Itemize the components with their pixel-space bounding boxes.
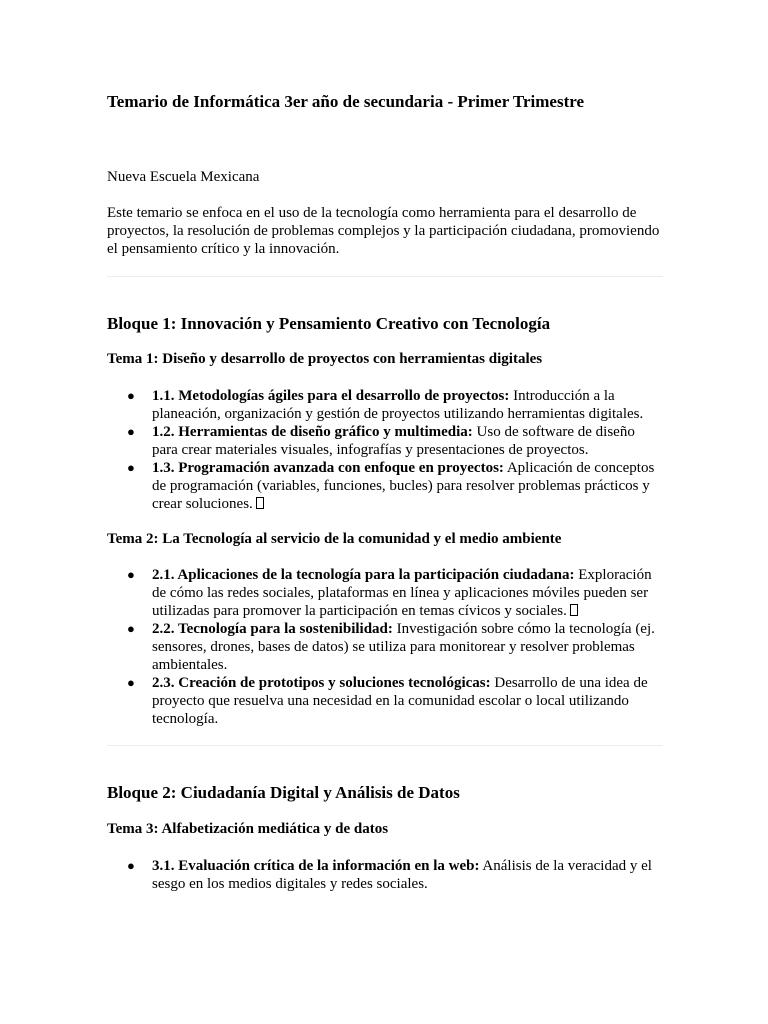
list-item [107,423,663,459]
item-text: Investigación sobre cómo la tecnología (ej. sensores, drones, bases de datos) se utiliza para monitorear y resolver problemas ambientales. [152,621,655,673]
document-subtitle: Nueva Escuela Mexicana [107,169,260,185]
tema-3-list [107,857,663,893]
item-label: 1.2. Herramientas de diseño gráfico y multimedia: [152,424,473,440]
missing-glyph-icon [256,497,264,509]
bullet-icon: ● [127,388,135,403]
item-text: Aplicación de conceptos de programación (variables, funciones, bucles) para resolver problemas prácticos y crear soluciones. [152,460,655,512]
bullet-icon: ● [127,567,135,582]
document-title: Temario de Informática 3er año de secundaria - Primer Trimestre [107,92,585,111]
tema-3-heading: Tema 3: Alfabetización mediática y de datos [107,821,389,837]
bullet-icon: ● [127,460,135,475]
item-text: Uso de software de diseño para crear materiales visuales, infografías y presentaciones de proyectos. [152,424,635,458]
tema-2-heading: Tema 2: La Tecnología al servicio de la comunidad y el medio ambiente [107,531,562,547]
item-label: 3.1. Evaluación crítica de la información en la web: [152,858,480,874]
item-label: 1.1. Metodologías ágiles para el desarrollo de proyectos: [152,388,510,404]
item-label: 2.2. Tecnología para la sostenibilidad: [152,621,393,637]
list-item [107,857,663,893]
item-text: Introducción a la planeación, organización y gestión de proyectos utilizando herramientas digitales. [152,388,644,422]
tema-1-list [107,387,663,513]
item-text: Desarrollo de una idea de proyecto que resuelva una necesidad en la comunidad escolar o local utilizando tecnología. [152,675,648,727]
bloque-1-heading: Bloque 1: Innovación y Pensamiento Creativo con Tecnología [107,314,551,333]
list-item [107,459,663,513]
divider [107,276,663,277]
bullet-icon: ● [127,621,135,636]
item-label: 2.1. Aplicaciones de la tecnología para la participación ciudadana: [152,567,575,583]
item-label: 1.3. Programación avanzada con enfoque en proyectos: [152,460,504,476]
bloque-2-heading: Bloque 2: Ciudadanía Digital y Análisis de Datos [107,783,460,802]
item-label: 2.3. Creación de prototipos y soluciones tecnológicas: [152,675,491,691]
list-item [107,674,663,728]
list-item [107,620,663,674]
item-text: Exploración de cómo las redes sociales, plataformas en línea y aplicaciones móviles pueden ser utilizadas para promover la participación en temas cívicos y sociales. [152,567,652,619]
intro-paragraph: Este temario se enfoca en el uso de la tecnología como herramienta para el desarrollo de proyectos, la resolución de problemas complejos y la participación ciudadana, promoviendo el pensamiento crítico y la innovación. [107,205,660,257]
tema-1-heading: Tema 1: Diseño y desarrollo de proyectos con herramientas digitales [107,351,543,367]
list-item [107,387,663,423]
divider [107,745,663,746]
list-item [107,566,663,620]
tema-2-list [107,566,663,728]
bullet-icon: ● [127,858,135,873]
bullet-icon: ● [127,675,135,690]
bullet-icon: ● [127,424,135,439]
missing-glyph-icon [570,604,578,616]
item-text: Análisis de la veracidad y el sesgo en los medios digitales y redes sociales. [152,858,652,892]
